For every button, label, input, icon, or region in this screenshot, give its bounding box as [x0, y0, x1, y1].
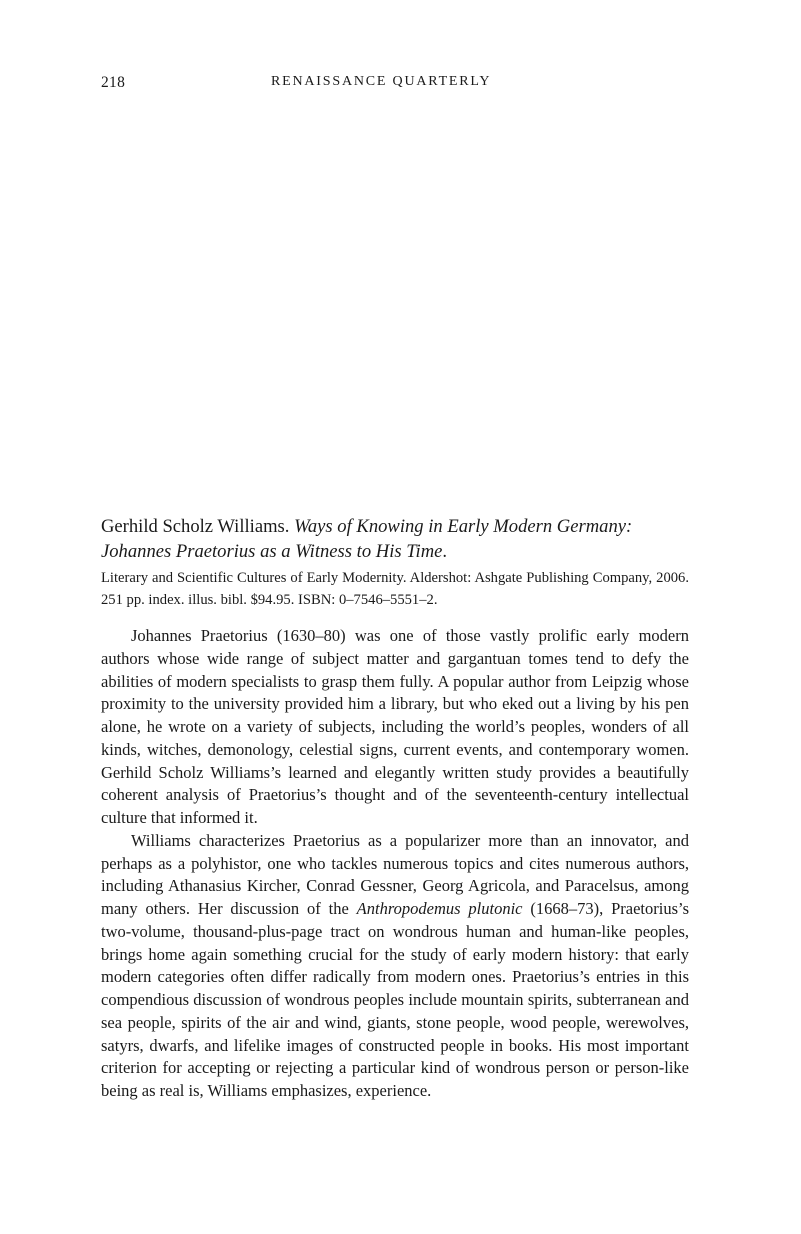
paragraph-2 — [101, 830, 689, 1103]
journal-title: RENAISSANCE QUARTERLY — [271, 74, 492, 89]
reviewed-author: Gerhild Scholz Williams. — [101, 516, 290, 537]
paragraph-2-start: Williams characterizes Praetorius as a popularizer more than an innovator, and perhaps as a polyhistor, one who tackles numerous topics and cites numerous authors, including Athanasius Kircher, Conrad Gessner, Georg Agricola, and Paracelsus, among many others. Her discussion of the — [101, 830, 689, 918]
title-period: . — [442, 541, 448, 562]
citation-line-1 — [101, 514, 689, 539]
work-title: Anthropodemus plutonic — [356, 899, 523, 918]
citation-line-2 — [101, 539, 689, 564]
publication-details: Literary and Scientific Cultures of Early Modernity. Aldershot: Ashgate Publishing Company, 2006. 251 pp. index. illus. bibl. $94.95. ISBN: 0–7546–5551–2. — [101, 570, 689, 608]
review-body — [101, 625, 689, 1103]
book-title-part-1: Ways of Knowing in Early Modern Germany: — [294, 516, 633, 537]
paragraph-2-end: (1668–73), Praetorius’s two-volume, thousand-plus-page tract on wondrous human and human-like peoples, brings home again something crucial for the study of early modern history: that early modern categories often differ radically from modern ones. Praetorius’s entries in this compendious discussion of wondrous peoples include mountain spirits, subterranean and sea people, spirits of the air and wind, giants, stone people, wood people, werewolves, satyrs, dwarfs, and lifelike images of constructed people in books. His most important criterion for accepting or rejecting a particular kind of wondrous person or person-like being as real is, Williams emphasizes, experience. — [101, 899, 689, 1100]
review-heading — [101, 514, 689, 611]
paragraph-1: Johannes Praetorius (1630–80) was one of those vastly prolific early modern authors whose wide range of subject matter and gargantuan tomes tend to defy the abilities of modern specialists to grasp them fully. A popular author from Leipzig whose proximity to the university provided him a library, but who eked out a living by his pen alone, he wrote on a variety of subjects, including the world’s peoples, wonders of all kinds, witches, demonology, celestial signs, current events, and contemporary women. Gerhild Scholz Williams’s learned and elegantly written study provides a beautifully coherent analysis of Praetorius’s thought and of the seventeenth-century intellectual culture that informed it. — [101, 626, 689, 827]
book-title-part-2: Johannes Praetorius as a Witness to His Time — [101, 541, 443, 562]
running-head — [101, 74, 689, 94]
page-number: 218 — [101, 74, 126, 91]
